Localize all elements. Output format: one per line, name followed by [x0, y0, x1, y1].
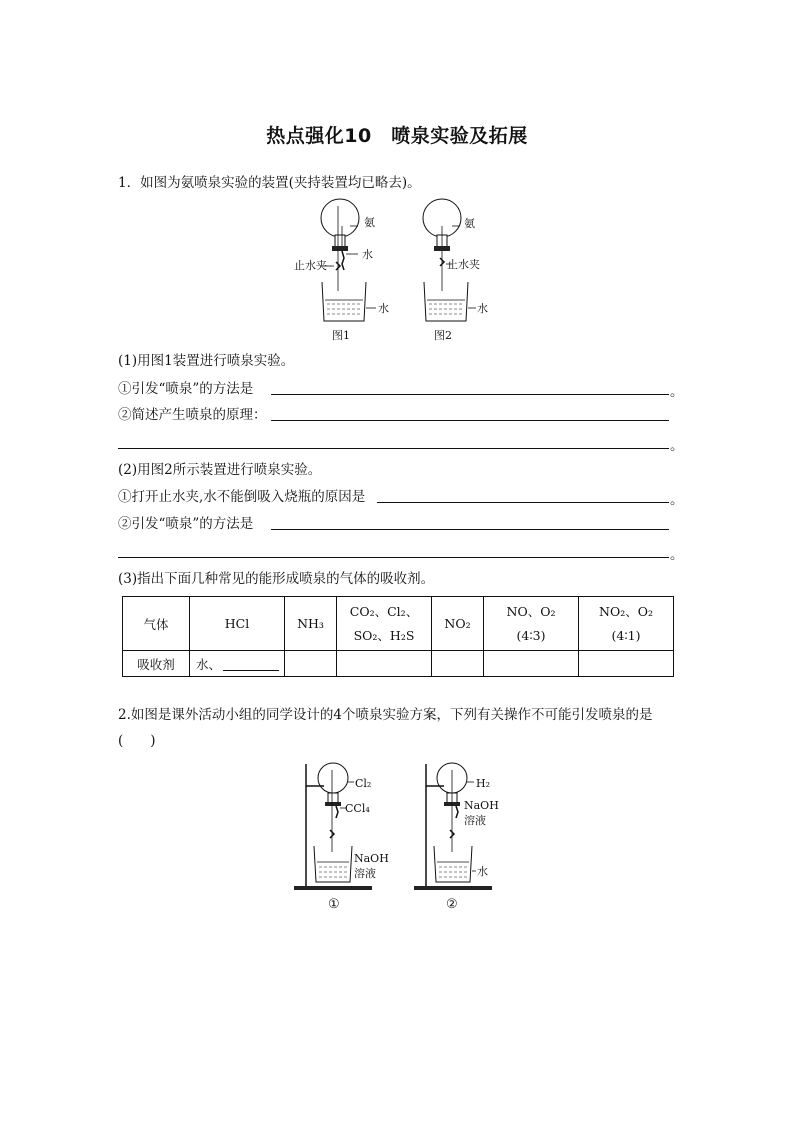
part-2-heading: (2)用图2所示装置进行喷泉实验。 [118, 462, 322, 478]
table-gas-no2-o2 [579, 597, 674, 651]
table-gas-nh3: NH₃ [285, 597, 337, 651]
part-2b-answer-line[interactable] [271, 529, 669, 530]
figure-2-caption: 图2 [434, 329, 452, 342]
question-2-answer-paren[interactable]: ( ) [118, 733, 156, 749]
figure-2-clamp-label: 止水夹 [447, 258, 480, 271]
table-gas-no2-o2-line1: NO₂、O₂ [599, 603, 653, 619]
table-gas-hcl: HCl [190, 597, 285, 651]
table-absorbent-hcl-text: 水、 [196, 656, 222, 672]
q2-figure-1-liquid-label: CCl₄ [345, 802, 370, 815]
q2-figure-2-gas-label: H₂ [476, 777, 491, 790]
part-1b-prompt: ②简述产生喷泉的原理： [118, 407, 267, 423]
table-gas-acidic-line1: CO₂、Cl₂、 [349, 603, 419, 619]
table-header-gas: 气体 [123, 597, 190, 651]
part-2a-period: 。 [670, 492, 684, 508]
q2-figure-2-beaker-label: 水 [477, 865, 488, 878]
table-gas-no-o2-line2: (4∶3) [516, 627, 546, 643]
part-1b-period: 。 [670, 438, 684, 454]
figure-2-beaker-label: 水 [477, 302, 488, 315]
question-2-stem: 2.如图是课外活动小组的同学设计的4个喷泉实验方案，下列有关操作不可能引发喷泉的是 [118, 707, 653, 723]
part-2b-period: 。 [670, 547, 684, 563]
figure-2-apparatus [423, 199, 488, 342]
table-gas-no2-o2-line2: (4∶1) [611, 627, 641, 643]
q2-figure-2-caption: ② [446, 897, 458, 912]
q2-figure-1-gas-label: Cl₂ [355, 777, 372, 790]
q2-figure-1-beaker-line2: 溶液 [354, 867, 376, 880]
q2-figure-2-liquid-line2: 溶液 [464, 814, 486, 827]
part-1a-answer-line[interactable] [271, 394, 669, 395]
figure-1-beaker-label: 水 [378, 302, 389, 315]
part-2b-answer-line-2[interactable] [118, 557, 669, 558]
q2-figure-2-liquid-line1: NaOH [464, 799, 499, 812]
table-gas-no2: NO₂ [432, 597, 484, 651]
table-gas-acidic [337, 597, 432, 651]
part-2a-prompt: ①打开止水夹,水不能倒吸入烧瓶的原因是 [118, 489, 366, 505]
part-1b-answer-line-2[interactable] [118, 448, 669, 449]
figure-1-water-top-label: 水 [362, 248, 373, 261]
figure-1-apparatus [294, 199, 389, 342]
table-row-gas [123, 597, 674, 651]
table-absorbent-no-o2[interactable] [484, 651, 579, 677]
table-gas-acidic-line2: SO₂、H₂S [353, 627, 415, 643]
question-1-figures [280, 196, 510, 346]
q2-figure-1-caption: ① [328, 897, 340, 912]
q2-figure-1-beaker-line1: NaOH [354, 852, 389, 865]
figure-1-gas-label: 氨 [364, 216, 375, 229]
table-absorbent-nh3[interactable] [285, 651, 337, 677]
figure-1-caption: 图1 [332, 329, 350, 342]
part-3-heading: (3)指出下面几种常见的能形成喷泉的气体的吸收剂。 [118, 571, 435, 587]
part-1a-period: 。 [670, 384, 684, 400]
table-absorbent-hcl-blank[interactable] [223, 658, 279, 671]
part-2a-answer-line[interactable] [377, 502, 669, 503]
figure-2-gas-label: 氨 [464, 217, 475, 230]
part-2b-prompt: ②引发“喷泉”的方法是 [118, 516, 254, 532]
table-absorbent-hcl[interactable] [190, 651, 285, 677]
table-gas-no-o2-line1: NO、O₂ [506, 603, 556, 619]
figure-1-clamp-label: 止水夹 [294, 259, 327, 272]
table-row-absorbent [123, 651, 674, 677]
part-1b-answer-line[interactable] [271, 420, 669, 421]
q2-figure-1-apparatus [294, 763, 389, 912]
part-1a-prompt: ①引发“喷泉”的方法是 [118, 381, 254, 397]
table-gas-no-o2 [484, 597, 579, 651]
part-1-heading: (1)用图1装置进行喷泉实验。 [118, 353, 295, 369]
question-2-figures [290, 760, 520, 920]
table-absorbent-no2[interactable] [432, 651, 484, 677]
q2-figure-2-apparatus [414, 763, 499, 912]
absorbent-table [122, 596, 674, 677]
table-absorbent-no2-o2[interactable] [579, 651, 674, 677]
table-header-absorbent: 吸收剂 [123, 651, 190, 677]
question-1-stem: 1．如图为氨喷泉实验的装置(夹持装置均已略去)。 [118, 175, 421, 191]
table-absorbent-acidic[interactable] [337, 651, 432, 677]
page-title: 热点强化10 喷泉实验及拓展 [266, 125, 528, 147]
